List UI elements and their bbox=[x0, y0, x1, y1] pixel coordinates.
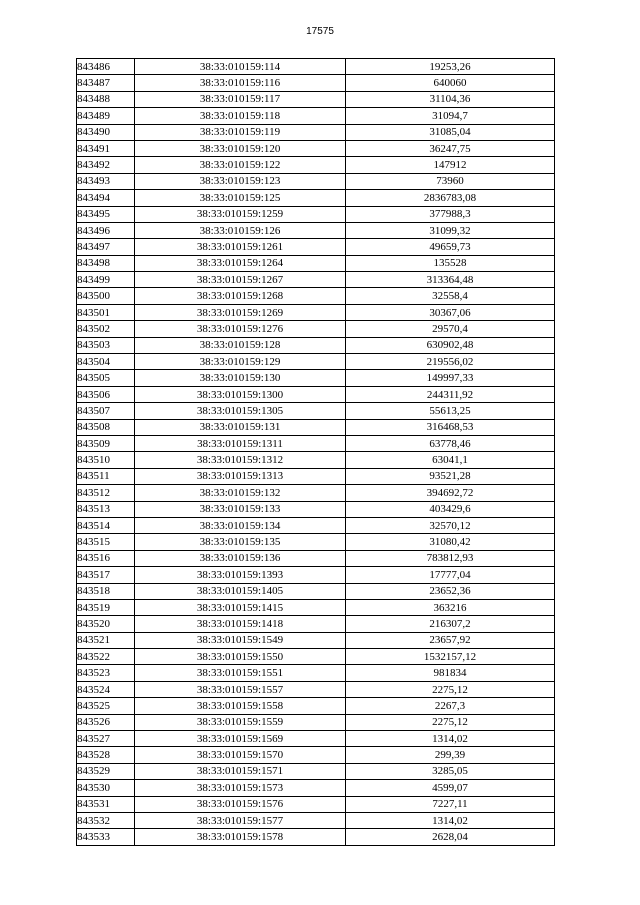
cadastral-number-cell: 38:33:010159:131 bbox=[135, 419, 346, 435]
row-number-cell: 843518 bbox=[77, 583, 135, 599]
row-number-cell: 843504 bbox=[77, 354, 135, 370]
cadastral-number-cell: 38:33:010159:1259 bbox=[135, 206, 346, 222]
table-row bbox=[77, 435, 555, 451]
table-row bbox=[77, 370, 555, 386]
table-row bbox=[77, 812, 555, 828]
cadastral-value-cell: 31099,32 bbox=[346, 222, 555, 238]
cadastral-value-cell: 377988,3 bbox=[346, 206, 555, 222]
cadastral-value-table bbox=[76, 58, 555, 846]
cadastral-number-cell: 38:33:010159:1549 bbox=[135, 632, 346, 648]
table-row bbox=[77, 731, 555, 747]
cadastral-value-cell: 23657,92 bbox=[346, 632, 555, 648]
cadastral-number-cell: 38:33:010159:1578 bbox=[135, 829, 346, 845]
cadastral-number-cell: 38:33:010159:1569 bbox=[135, 731, 346, 747]
row-number-cell: 843508 bbox=[77, 419, 135, 435]
row-number-cell: 843511 bbox=[77, 468, 135, 484]
cadastral-value-cell: 981834 bbox=[346, 665, 555, 681]
table-row bbox=[77, 239, 555, 255]
table-row bbox=[77, 419, 555, 435]
cadastral-number-cell: 38:33:010159:1573 bbox=[135, 780, 346, 796]
table-row bbox=[77, 354, 555, 370]
cadastral-value-cell: 244311,92 bbox=[346, 386, 555, 402]
cadastral-value-cell: 73960 bbox=[346, 173, 555, 189]
cadastral-value-cell: 31104,36 bbox=[346, 91, 555, 107]
cadastral-value-cell: 63778,46 bbox=[346, 435, 555, 451]
cadastral-value-cell: 32570,12 bbox=[346, 517, 555, 533]
table-row bbox=[77, 75, 555, 91]
row-number-cell: 843525 bbox=[77, 698, 135, 714]
cadastral-number-cell: 38:33:010159:128 bbox=[135, 337, 346, 353]
cadastral-value-cell: 17777,04 bbox=[346, 567, 555, 583]
row-number-cell: 843497 bbox=[77, 239, 135, 255]
row-number-cell: 843503 bbox=[77, 337, 135, 353]
cadastral-number-cell: 38:33:010159:1276 bbox=[135, 321, 346, 337]
table-row bbox=[77, 190, 555, 206]
cadastral-value-cell: 394692,72 bbox=[346, 485, 555, 501]
cadastral-number-cell: 38:33:010159:132 bbox=[135, 485, 346, 501]
table-row bbox=[77, 304, 555, 320]
cadastral-number-cell: 38:33:010159:1550 bbox=[135, 649, 346, 665]
cadastral-number-cell: 38:33:010159:1558 bbox=[135, 698, 346, 714]
row-number-cell: 843507 bbox=[77, 403, 135, 419]
row-number-cell: 843519 bbox=[77, 599, 135, 615]
row-number-cell: 843524 bbox=[77, 681, 135, 697]
table-row bbox=[77, 501, 555, 517]
cadastral-number-cell: 38:33:010159:117 bbox=[135, 91, 346, 107]
table-row bbox=[77, 583, 555, 599]
row-number-cell: 843522 bbox=[77, 649, 135, 665]
table-row bbox=[77, 108, 555, 124]
cadastral-number-cell: 38:33:010159:133 bbox=[135, 501, 346, 517]
cadastral-value-cell: 23652,36 bbox=[346, 583, 555, 599]
cadastral-value-cell: 2836783,08 bbox=[346, 190, 555, 206]
row-number-cell: 843531 bbox=[77, 796, 135, 812]
row-number-cell: 843529 bbox=[77, 763, 135, 779]
cadastral-value-cell: 63041,1 bbox=[346, 452, 555, 468]
cadastral-number-cell: 38:33:010159:1405 bbox=[135, 583, 346, 599]
row-number-cell: 843512 bbox=[77, 485, 135, 501]
row-number-cell: 843486 bbox=[77, 59, 135, 75]
table-row bbox=[77, 599, 555, 615]
table-row bbox=[77, 747, 555, 763]
table-row bbox=[77, 829, 555, 845]
cadastral-value-cell: 640060 bbox=[346, 75, 555, 91]
row-number-cell: 843532 bbox=[77, 812, 135, 828]
table-row bbox=[77, 403, 555, 419]
row-number-cell: 843500 bbox=[77, 288, 135, 304]
table-row bbox=[77, 124, 555, 140]
cadastral-number-cell: 38:33:010159:1267 bbox=[135, 272, 346, 288]
table-row bbox=[77, 485, 555, 501]
cadastral-number-cell: 38:33:010159:126 bbox=[135, 222, 346, 238]
cadastral-number-cell: 38:33:010159:125 bbox=[135, 190, 346, 206]
table-row bbox=[77, 714, 555, 730]
table-row bbox=[77, 321, 555, 337]
table-row bbox=[77, 780, 555, 796]
row-number-cell: 843521 bbox=[77, 632, 135, 648]
cadastral-number-cell: 38:33:010159:122 bbox=[135, 157, 346, 173]
table-row bbox=[77, 337, 555, 353]
table-row bbox=[77, 763, 555, 779]
cadastral-value-cell: 363216 bbox=[346, 599, 555, 615]
row-number-cell: 843489 bbox=[77, 108, 135, 124]
row-number-cell: 843533 bbox=[77, 829, 135, 845]
cadastral-number-cell: 38:33:010159:1571 bbox=[135, 763, 346, 779]
table-row bbox=[77, 649, 555, 665]
row-number-cell: 843488 bbox=[77, 91, 135, 107]
cadastral-number-cell: 38:33:010159:1311 bbox=[135, 435, 346, 451]
cadastral-value-cell: 216307,2 bbox=[346, 616, 555, 632]
cadastral-value-cell: 630902,48 bbox=[346, 337, 555, 353]
row-number-cell: 843490 bbox=[77, 124, 135, 140]
cadastral-number-cell: 38:33:010159:1557 bbox=[135, 681, 346, 697]
cadastral-number-cell: 38:33:010159:129 bbox=[135, 354, 346, 370]
row-number-cell: 843487 bbox=[77, 75, 135, 91]
row-number-cell: 843493 bbox=[77, 173, 135, 189]
cadastral-value-cell: 1314,02 bbox=[346, 731, 555, 747]
cadastral-number-cell: 38:33:010159:1577 bbox=[135, 812, 346, 828]
cadastral-number-cell: 38:33:010159:135 bbox=[135, 534, 346, 550]
cadastral-value-cell: 31080,42 bbox=[346, 534, 555, 550]
cadastral-value-cell: 49659,73 bbox=[346, 239, 555, 255]
cadastral-number-cell: 38:33:010159:1300 bbox=[135, 386, 346, 402]
cadastral-value-cell: 403429,6 bbox=[346, 501, 555, 517]
cadastral-number-cell: 38:33:010159:134 bbox=[135, 517, 346, 533]
cadastral-number-cell: 38:33:010159:1264 bbox=[135, 255, 346, 271]
cadastral-number-cell: 38:33:010159:1576 bbox=[135, 796, 346, 812]
row-number-cell: 843516 bbox=[77, 550, 135, 566]
row-number-cell: 843501 bbox=[77, 304, 135, 320]
cadastral-value-cell: 147912 bbox=[346, 157, 555, 173]
cadastral-number-cell: 38:33:010159:114 bbox=[135, 59, 346, 75]
table-row bbox=[77, 452, 555, 468]
cadastral-number-cell: 38:33:010159:123 bbox=[135, 173, 346, 189]
table-row bbox=[77, 386, 555, 402]
cadastral-value-cell: 783812,93 bbox=[346, 550, 555, 566]
cadastral-value-cell: 2267,3 bbox=[346, 698, 555, 714]
row-number-cell: 843527 bbox=[77, 731, 135, 747]
cadastral-value-cell: 7227,11 bbox=[346, 796, 555, 812]
cadastral-value-cell: 2628,04 bbox=[346, 829, 555, 845]
cadastral-value-cell: 219556,02 bbox=[346, 354, 555, 370]
row-number-cell: 843510 bbox=[77, 452, 135, 468]
table-row bbox=[77, 517, 555, 533]
cadastral-value-cell: 3285,05 bbox=[346, 763, 555, 779]
cadastral-value-cell: 19253,26 bbox=[346, 59, 555, 75]
cadastral-value-cell: 32558,4 bbox=[346, 288, 555, 304]
row-number-cell: 843491 bbox=[77, 140, 135, 156]
cadastral-value-cell: 316468,53 bbox=[346, 419, 555, 435]
table-row bbox=[77, 59, 555, 75]
cadastral-value-cell: 135528 bbox=[346, 255, 555, 271]
cadastral-value-cell: 55613,25 bbox=[346, 403, 555, 419]
row-number-cell: 843513 bbox=[77, 501, 135, 517]
cadastral-value-cell: 2275,12 bbox=[346, 714, 555, 730]
cadastral-number-cell: 38:33:010159:1305 bbox=[135, 403, 346, 419]
cadastral-number-cell: 38:33:010159:130 bbox=[135, 370, 346, 386]
cadastral-number-cell: 38:33:010159:1312 bbox=[135, 452, 346, 468]
cadastral-value-cell: 2275,12 bbox=[346, 681, 555, 697]
cadastral-value-cell: 29570,4 bbox=[346, 321, 555, 337]
cadastral-number-cell: 38:33:010159:1313 bbox=[135, 468, 346, 484]
table-body bbox=[77, 59, 555, 846]
cadastral-number-cell: 38:33:010159:120 bbox=[135, 140, 346, 156]
cadastral-number-cell: 38:33:010159:1261 bbox=[135, 239, 346, 255]
table-row bbox=[77, 140, 555, 156]
row-number-cell: 843498 bbox=[77, 255, 135, 271]
table-row bbox=[77, 681, 555, 697]
cadastral-value-cell: 31094,7 bbox=[346, 108, 555, 124]
cadastral-number-cell: 38:33:010159:1570 bbox=[135, 747, 346, 763]
row-number-cell: 843509 bbox=[77, 435, 135, 451]
table-row bbox=[77, 173, 555, 189]
cadastral-value-cell: 1314,02 bbox=[346, 812, 555, 828]
row-number-cell: 843499 bbox=[77, 272, 135, 288]
cadastral-number-cell: 38:33:010159:116 bbox=[135, 75, 346, 91]
row-number-cell: 843505 bbox=[77, 370, 135, 386]
row-number-cell: 843520 bbox=[77, 616, 135, 632]
table-row bbox=[77, 550, 555, 566]
row-number-cell: 843514 bbox=[77, 517, 135, 533]
cadastral-value-cell: 36247,75 bbox=[346, 140, 555, 156]
row-number-cell: 843492 bbox=[77, 157, 135, 173]
cadastral-number-cell: 38:33:010159:118 bbox=[135, 108, 346, 124]
cadastral-value-cell: 4599,07 bbox=[346, 780, 555, 796]
row-number-cell: 843494 bbox=[77, 190, 135, 206]
cadastral-number-cell: 38:33:010159:1559 bbox=[135, 714, 346, 730]
table-row bbox=[77, 698, 555, 714]
cadastral-value-cell: 30367,06 bbox=[346, 304, 555, 320]
cadastral-number-cell: 38:33:010159:1418 bbox=[135, 616, 346, 632]
row-number-cell: 843502 bbox=[77, 321, 135, 337]
table-row bbox=[77, 567, 555, 583]
page-number: 17575 bbox=[306, 26, 334, 37]
row-number-cell: 843526 bbox=[77, 714, 135, 730]
table-row bbox=[77, 91, 555, 107]
table-row bbox=[77, 206, 555, 222]
row-number-cell: 843530 bbox=[77, 780, 135, 796]
cadastral-number-cell: 38:33:010159:1415 bbox=[135, 599, 346, 615]
cadastral-number-cell: 38:33:010159:1551 bbox=[135, 665, 346, 681]
row-number-cell: 843517 bbox=[77, 567, 135, 583]
cadastral-value-cell: 31085,04 bbox=[346, 124, 555, 140]
cadastral-value-cell: 149997,33 bbox=[346, 370, 555, 386]
cadastral-number-cell: 38:33:010159:136 bbox=[135, 550, 346, 566]
cadastral-number-cell: 38:33:010159:1269 bbox=[135, 304, 346, 320]
row-number-cell: 843523 bbox=[77, 665, 135, 681]
row-number-cell: 843528 bbox=[77, 747, 135, 763]
table-row bbox=[77, 468, 555, 484]
table-row bbox=[77, 632, 555, 648]
cadastral-number-cell: 38:33:010159:119 bbox=[135, 124, 346, 140]
cadastral-value-cell: 299,39 bbox=[346, 747, 555, 763]
row-number-cell: 843506 bbox=[77, 386, 135, 402]
cadastral-value-cell: 93521,28 bbox=[346, 468, 555, 484]
row-number-cell: 843496 bbox=[77, 222, 135, 238]
table-row bbox=[77, 665, 555, 681]
table-row bbox=[77, 616, 555, 632]
cadastral-number-cell: 38:33:010159:1268 bbox=[135, 288, 346, 304]
table-row bbox=[77, 796, 555, 812]
table-row bbox=[77, 288, 555, 304]
cadastral-number-cell: 38:33:010159:1393 bbox=[135, 567, 346, 583]
table-row bbox=[77, 272, 555, 288]
row-number-cell: 843495 bbox=[77, 206, 135, 222]
table-row bbox=[77, 157, 555, 173]
table-row bbox=[77, 534, 555, 550]
cadastral-value-cell: 1532157,12 bbox=[346, 649, 555, 665]
cadastral-value-cell: 313364,48 bbox=[346, 272, 555, 288]
table-row bbox=[77, 255, 555, 271]
table-row bbox=[77, 222, 555, 238]
row-number-cell: 843515 bbox=[77, 534, 135, 550]
